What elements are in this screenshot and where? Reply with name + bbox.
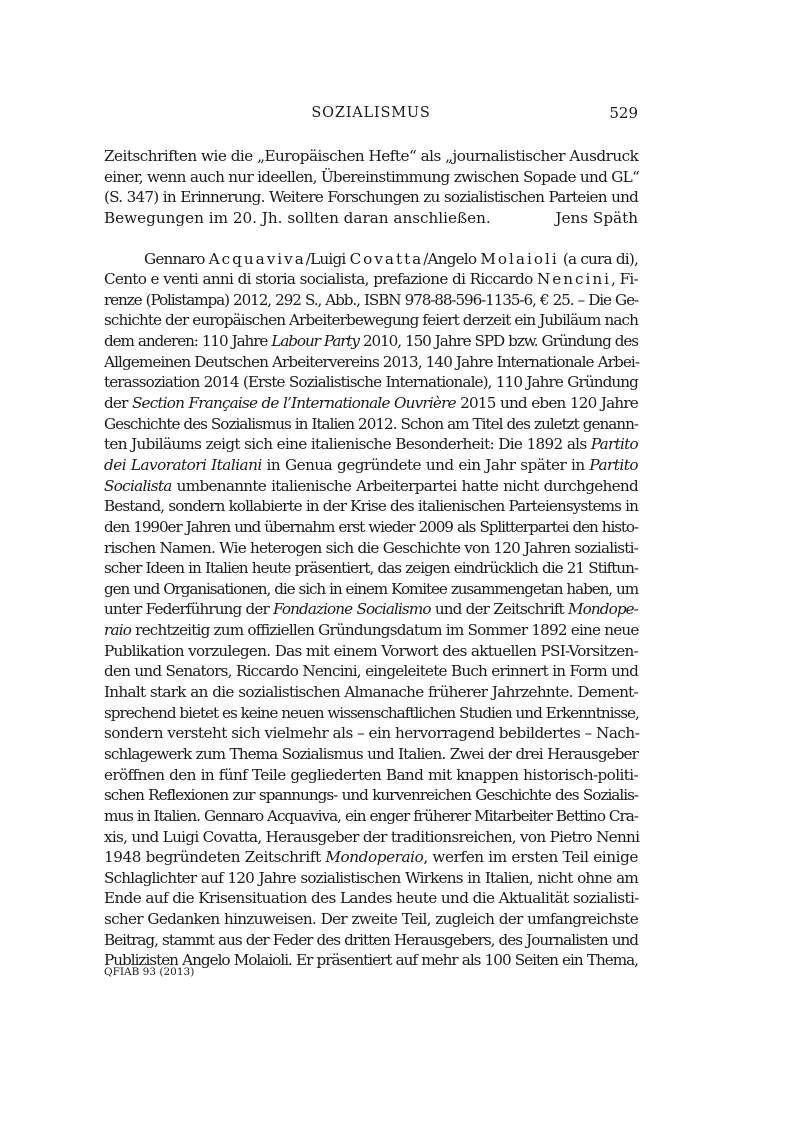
italic-term: Section Française de l’Internationale Ouvrière bbox=[131, 394, 456, 413]
text-line: einer, wenn auch nur ideellen, Übereinstimmung zwischen Sopade und GL“ bbox=[104, 167, 640, 186]
italic-term: Mondope- bbox=[568, 600, 638, 619]
text-line: Geschichte des Sozialismus in Italien 2012. Schon am Titel des zuletzt genann- bbox=[104, 414, 638, 433]
text-line: den 1990er Jahren und übernahm erst wieder 2009 als Splitterpartei den histo- bbox=[104, 517, 638, 536]
text-line: dei Lavoratori Italiani in Genua gegründete und ein Jahr später in Partito bbox=[104, 455, 638, 474]
text-line: (S. 347) in Erinnerung. Weitere Forschungen zu sozialistischen Parteien und bbox=[104, 188, 638, 207]
text-line: sondern versteht sich vielmehr als – ein hervorragend bebildertes – Nach- bbox=[104, 724, 640, 743]
reviewer-signature: Jens Späth bbox=[555, 208, 638, 227]
author-name: Molaioli bbox=[480, 249, 559, 268]
previous-review-ending bbox=[104, 146, 638, 229]
text-line: schlagewerk zum Thema Sozialismus und Italien. Zwei der drei Herausgeber bbox=[104, 744, 638, 763]
paragraph-gap bbox=[104, 229, 638, 249]
running-title: SOZIALISMUS bbox=[311, 105, 431, 121]
italic-term: Socialista bbox=[104, 476, 172, 495]
text-line: Ende auf die Krisensituation des Landes heute und die Aktualität sozialisti- bbox=[104, 889, 639, 908]
text-line: Socialista umbenannte italienische Arbeiterpartei hatte nicht durchgehend bbox=[104, 476, 638, 495]
text-line: eröffnen den in fünf Teile gegliederten Band mit knappen historisch-politi- bbox=[104, 765, 638, 784]
text-line: ten Jubiläums zeigt sich eine italienische Besonderheit: Die 1892 als Partito bbox=[104, 435, 638, 454]
text-line: Inhalt stark an die sozialistischen Almanache früherer Jahrzehnte. Dement- bbox=[104, 683, 638, 702]
text-line: scher Ideen in Italien heute präsentiert, das zeigen eindrücklich die 21 Stiftun- bbox=[104, 559, 638, 578]
text-line: schen Reflexionen zur spannungs- und kurvenreichen Geschichte des Sozialis- bbox=[104, 786, 638, 805]
journal-footer: QFIAB 93 (2013) bbox=[104, 966, 195, 978]
page-number: 529 bbox=[609, 104, 638, 122]
bibliographic-header-line: Gennaro Acquaviva/Luigi Covatta/Angelo Molaioli (a cura di), bbox=[144, 249, 639, 268]
author-name: Nencini bbox=[536, 270, 612, 289]
text-line: Beitrag, stammt aus der Feder des dritten Herausgebers, des Journalisten und bbox=[104, 930, 638, 949]
text-line: den und Senators, Riccardo Nencini, eingeleitete Buch erinnert in Form und bbox=[104, 662, 638, 681]
text-line: Schlaglichter auf 120 Jahre sozialistischen Wirkens in Italien, nicht ohne am bbox=[104, 868, 638, 887]
text-line: Bewegungen im 20. Jh. sollten daran anschließen. bbox=[104, 208, 491, 227]
text-line: Publikation vorzulegen. Das mit einem Vorwort des aktuellen PSI-Vorsitzen- bbox=[104, 641, 638, 660]
italic-term: Partito bbox=[589, 455, 638, 474]
text-line: sprechend bietet es keine neuen wissenschaftlichen Studien und Erkenntnisse, bbox=[104, 703, 639, 722]
text-line: Bestand, sondern kollabierte in der Krise des italienischen Parteiensystems in bbox=[104, 497, 638, 516]
italic-term: dei Lavoratori Italiani bbox=[104, 455, 262, 474]
text-line: scher Gedanken hinzuweisen. Der zweite Teil, zugleich der umfangreichste bbox=[104, 910, 638, 929]
author-name: Acquaviva bbox=[208, 249, 306, 268]
review-entry bbox=[104, 249, 638, 971]
text-line: Zeitschriften wie die „Europäischen Hefte“ als „journalistischer Ausdruck bbox=[104, 147, 639, 165]
text-line: renze (Polistampa) 2012, 292 S., Abb., ISBN 978-88-596-1135-6, € 25. – Die Ge- bbox=[104, 290, 638, 309]
text-line-with-signature bbox=[104, 208, 638, 229]
text-line: Allgemeinen Deutschen Arbeitervereins 2013, 140 Jahre Internationale Arbei- bbox=[104, 352, 640, 371]
running-head bbox=[104, 103, 638, 123]
text-line: terassoziation 2014 (Erste Sozialistische Internationale), 110 Jahre Gründung bbox=[104, 373, 638, 392]
text-line: 1948 begründeten Zeitschrift Mondoperaio, werfen im ersten Teil einige bbox=[104, 848, 639, 867]
text-line: Publizisten Angelo Molaioli. Er präsentiert auf mehr als 100 Seiten ein Thema, bbox=[104, 951, 638, 970]
text-line: xis, und Luigi Covatta, Herausgeber der traditionsreichen, von Pietro Nenni bbox=[104, 827, 640, 846]
text-line: unter Federführung der Fondazione Socialismo und der Zeitschrift Mondope- bbox=[104, 600, 638, 619]
italic-term: Fondazione Socialismo bbox=[273, 600, 431, 619]
text-line: schichte der europäischen Arbeiterbewegung feiert derzeit ein Jubiläum nach bbox=[104, 311, 638, 330]
text-line: mus in Italien. Gennaro Acquaviva, ein enger früherer Mitarbeiter Bettino Cra- bbox=[104, 806, 638, 825]
italic-term: raio bbox=[104, 621, 132, 640]
body-text bbox=[104, 146, 638, 971]
text-line: gen und Organisationen, die sich in einem Komitee zusammengetan haben, um bbox=[104, 579, 638, 598]
text-line: raio rechtzeitig zum offiziellen Gründungsdatum im Sommer 1892 eine neue bbox=[104, 621, 639, 640]
text-line: Cento e venti anni di storia socialista, prefazione di Riccardo Nencini, Fi- bbox=[104, 270, 638, 289]
italic-term: Labour Party bbox=[271, 332, 359, 351]
text-line: rischen Namen. Wie heterogen sich die Geschichte von 120 Jahren sozialisti- bbox=[104, 538, 638, 557]
italic-term: Partito bbox=[590, 435, 638, 454]
italic-term: Mondoperaio bbox=[325, 848, 424, 867]
text-line: dem anderen: 110 Jahre Labour Party 2010, 150 Jahre SPD bzw. Gründung des bbox=[104, 332, 638, 351]
author-name: Covatta bbox=[349, 249, 424, 268]
text-line: der Section Française de l’Internationale Ouvrière 2015 und eben 120 Jahre bbox=[104, 394, 638, 413]
